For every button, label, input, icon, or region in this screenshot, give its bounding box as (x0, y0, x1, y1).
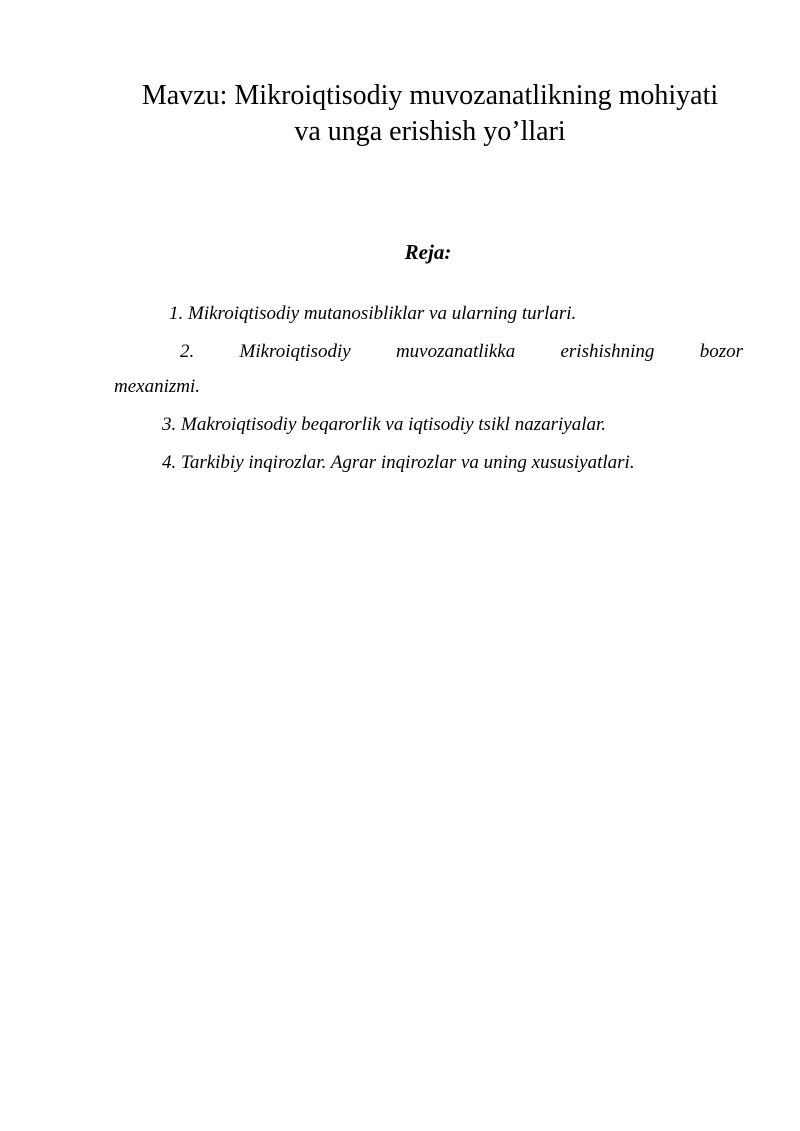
title-line-1: Mavzu: Mikroiqtisodiy muvozanatlikning mohiyati (141, 80, 719, 111)
plan-item-2-word: erishishning (560, 341, 655, 362)
plan-item-3: 3. Makroiqtisodiy beqarorlik va iqtisodiy tsikl nazariyalar. (162, 414, 607, 435)
plan-item-2 (180, 341, 743, 363)
plan-item-1: 1. Mikroiqtisodiy mutanosibliklar va ularning turlari. (169, 303, 577, 324)
page-title (110, 78, 750, 150)
title-line-2: va unga erishish yo’llari (294, 116, 566, 147)
plan-item-2-word: bozor (699, 341, 743, 362)
plan-item-2-word: muvozanatlikka (395, 341, 516, 362)
plan-item-2-word: Mikroiqtisodiy (239, 341, 351, 362)
plan-item-4: 4. Tarkibiy inqirozlar. Agrar inqirozlar va uning xususiyatlari. (162, 452, 635, 473)
plan-item-2-continuation: mexanizmi. (114, 376, 201, 397)
plan-item-2-word: 2. (180, 341, 195, 362)
plan-heading: Reja: (404, 240, 452, 264)
